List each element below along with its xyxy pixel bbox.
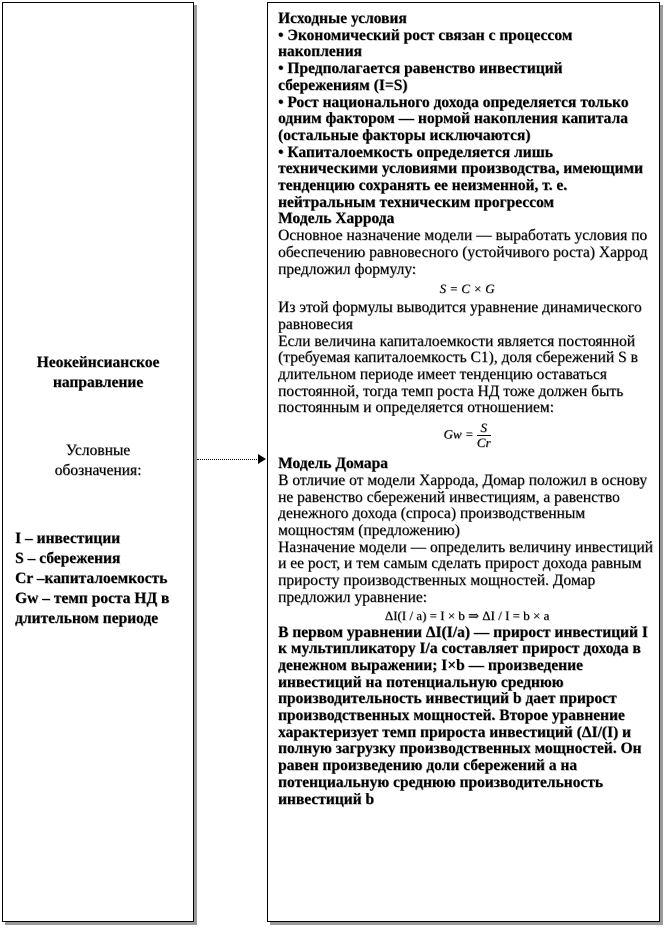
arrow-right-icon (258, 454, 266, 464)
domar-formula: ΔI(I / a) = I × b ⇒ ΔI / I = b × a (384, 607, 550, 623)
harrod-text: Основное назначение модели — выработать условия по обеспечению равновесного (устойчивого роста) Харрод предложил формулу: (278, 227, 648, 278)
domar-text: В первом уравнении ΔI(I/a) — прирост инвестиций I к мультипликатору I/a составляет прирост дохода в денежном выражении; I×b — произведение инвестиций на потенциальную среднюю производительность инвестиций b дает прирост производственных мощностей. Второе уравнение характеризует темп прироста инвестиций (ΔI/(I) и полную загрузку производственных мощностей. Он равен произведению доли сбережений a на потенциальную среднюю производительность инвестиций b (278, 623, 648, 808)
harrod-text: Если величина капиталоемкости является постоянной (требуемая капиталоемкость C1), доля сбережений S в длительном периоде имеет тенденцию оставаться постоянной, тогда темп роста НД тоже должен быть постоянным и определяется отношением: (278, 332, 638, 417)
connector-line (197, 459, 259, 460)
condition-item: • Капиталоемкость определяется лишь техническими условиями производства, имеющими тенденцию сохранять ее неизменной, т. е. нейтральным техническим прогрессом (278, 143, 643, 211)
fraction-left: Gw = (443, 426, 474, 442)
direction-title (3, 353, 193, 393)
condition-item: • Рост национального дохода определяется только одним фактором — нормой накопления капитала (остальные факторы исключаются) (278, 93, 629, 144)
conditions-heading: Исходные условия (278, 10, 407, 27)
condition-item: • Экономический рост связан с процессом накопления (278, 26, 573, 61)
fraction (477, 421, 491, 450)
legend-item-growth-rate: Gw – темп роста НД в длительном периоде (15, 590, 170, 627)
condition-item: • Предполагается равенство инвестиций сбережениям (I=S) (278, 60, 563, 94)
fraction-numerator: S (477, 421, 491, 436)
harrod-formula: S = C × G (439, 281, 495, 297)
direction-title-line1: Неокейнсианское (36, 354, 160, 371)
harrod-heading: Модель Харрода (278, 210, 395, 228)
domar-text: Назначение модели — определить величину инвестиций и ее рост, и тем самым сделать прирост дохода равным приросту производственных мощностей. Домар предложил уравнение: (278, 538, 653, 606)
legend-heading (3, 441, 193, 481)
fraction-denominator: Cr (476, 435, 491, 451)
domar-heading: Модель Домара (278, 455, 388, 473)
legend-item-investment: I – инвестиции (15, 530, 121, 547)
left-panel (2, 2, 194, 922)
direction-title-line2: направление (52, 374, 144, 391)
legend-heading-line2: обозначения: (54, 462, 142, 479)
domar-text: В отличие от модели Харрода, Домар положил в основу не равенство сбережений инвестициям, а равенство денежного дохода (спроса) производственным мощностям (предложению) (278, 471, 647, 539)
harrod-fraction-formula (278, 421, 656, 450)
legend-item-savings: S – сбережения (15, 550, 121, 567)
legend-item-capital-intensity: Cr –капиталоемкость (15, 570, 168, 587)
right-panel (267, 2, 660, 922)
harrod-text: Из этой формулы выводится уравнение динамического равновесия (278, 299, 642, 333)
legend-heading-line1: Условные (65, 442, 131, 459)
legend-list (15, 529, 191, 629)
models-content (278, 11, 656, 808)
